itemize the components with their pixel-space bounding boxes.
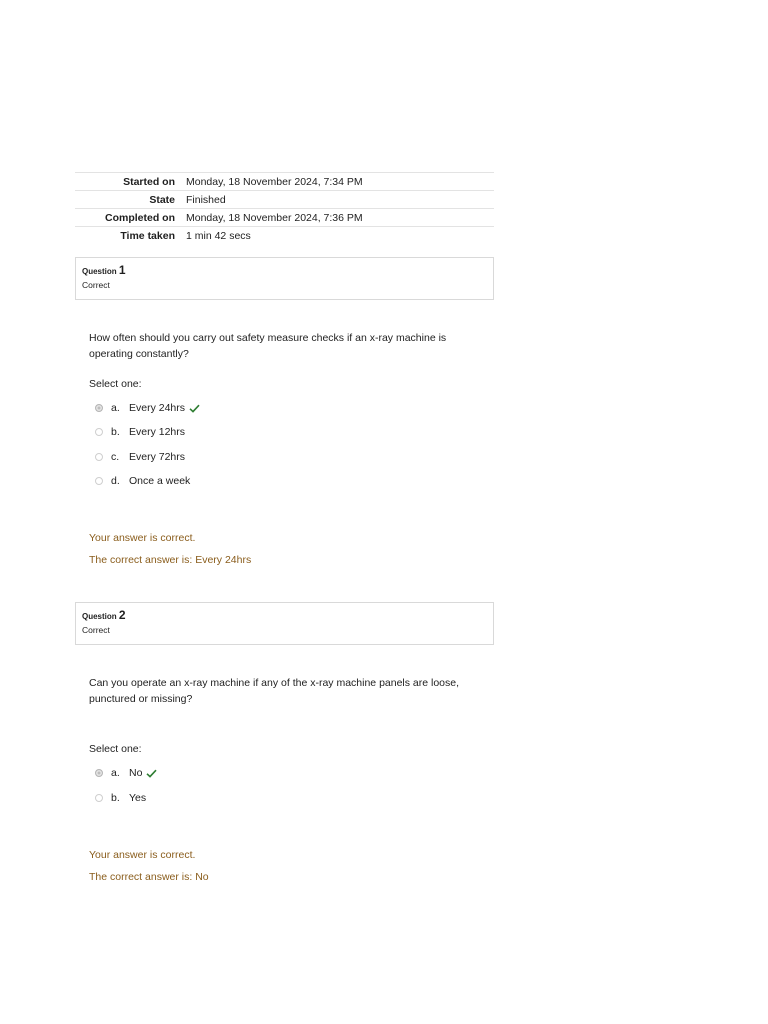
summary-label: Completed on <box>75 209 182 227</box>
question-2-option-b[interactable] <box>95 791 146 805</box>
question-1-info <box>75 257 494 300</box>
question-1-right-answer: The correct answer is: Every 24hrs <box>89 554 252 566</box>
radio-selected[interactable] <box>95 404 103 412</box>
summary-label: Time taken <box>75 227 182 245</box>
option-text: Yes <box>129 792 147 804</box>
summary-row-completed <box>75 209 494 227</box>
summary-value: Monday, 18 November 2024, 7:34 PM <box>182 173 494 191</box>
option-letter: d. <box>111 475 120 487</box>
question-heading-label: Question <box>82 267 117 276</box>
question-2-text: Can you operate an x-ray machine if any of the x-ray machine panels are loose, punctured or missing? <box>89 677 460 705</box>
question-heading <box>82 608 487 624</box>
summary-row-time-taken <box>75 227 494 245</box>
option-text: Every 72hrs <box>129 451 186 463</box>
question-1-feedback: Your answer is correct. <box>89 532 196 544</box>
summary-value: Finished <box>182 191 494 209</box>
radio-selected[interactable] <box>95 769 103 777</box>
question-2-option-a[interactable] <box>95 766 157 780</box>
question-number: 1 <box>118 263 126 277</box>
check-icon <box>146 769 157 778</box>
option-letter: c. <box>111 451 120 463</box>
check-icon <box>189 404 200 413</box>
question-heading <box>82 263 487 279</box>
question-2-right-answer: The correct answer is: No <box>89 871 209 883</box>
question-1-option-b[interactable] <box>95 425 185 439</box>
question-status: Correct <box>82 625 110 635</box>
option-letter: a. <box>111 767 120 779</box>
summary-label: Started on <box>75 173 182 191</box>
summary-value: Monday, 18 November 2024, 7:36 PM <box>182 209 494 227</box>
question-1-text: How often should you carry out safety measure checks if an x-ray machine is operating constantly? <box>89 332 447 360</box>
question-2-feedback: Your answer is correct. <box>89 849 196 861</box>
question-1-option-a[interactable] <box>95 401 200 415</box>
question-1-option-c[interactable] <box>95 450 185 464</box>
option-text: Once a week <box>129 475 191 487</box>
summary-row-state <box>75 191 494 209</box>
option-letter: b. <box>111 792 120 804</box>
summary-label: State <box>75 191 182 209</box>
question-number: 2 <box>118 608 126 622</box>
radio-unselected[interactable] <box>95 794 103 802</box>
question-heading-label: Question <box>82 612 117 621</box>
option-letter: b. <box>111 426 120 438</box>
radio-unselected[interactable] <box>95 428 103 436</box>
option-letter: a. <box>111 402 120 414</box>
attempt-summary-table <box>75 172 494 244</box>
question-status: Correct <box>82 280 110 290</box>
question-1-select-label: Select one: <box>89 378 142 390</box>
summary-row-started <box>75 173 494 191</box>
option-text: Every 12hrs <box>129 426 186 438</box>
question-2-select-label: Select one: <box>89 743 142 755</box>
option-text: Every 24hrs <box>129 402 186 414</box>
option-text: No <box>129 767 143 779</box>
radio-unselected[interactable] <box>95 453 103 461</box>
question-2-info <box>75 602 494 645</box>
radio-unselected[interactable] <box>95 477 103 485</box>
summary-value: 1 min 42 secs <box>182 227 494 245</box>
question-1-option-d[interactable] <box>95 474 190 488</box>
